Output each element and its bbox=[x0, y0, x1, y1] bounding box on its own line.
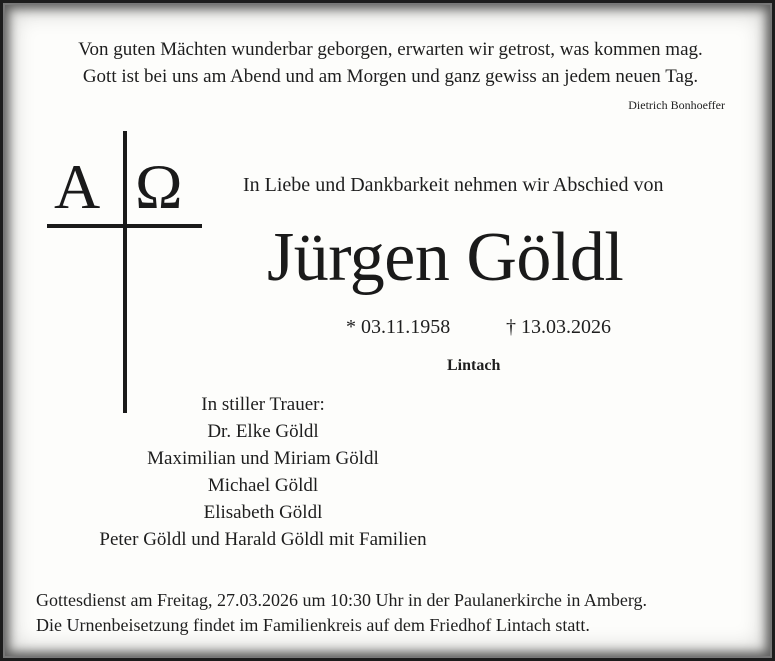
service-line-2: Die Urnenbeisetzung findet im Familienkreis auf dem Friedhof Lintach statt. bbox=[36, 615, 590, 635]
quote-line-1: Von guten Mächten wunderbar geborgen, erwarten wir getrost, was kommen mag. bbox=[78, 39, 703, 60]
mourners-list bbox=[63, 391, 463, 553]
mourner-item: Peter Göldl und Harald Göldl mit Familien bbox=[99, 529, 427, 550]
death-date: † 13.03.2026 bbox=[506, 316, 611, 338]
alpha-symbol: A bbox=[54, 151, 101, 222]
deceased-name: Jürgen Göldl bbox=[267, 219, 624, 296]
omega-symbol: Ω bbox=[135, 151, 183, 222]
mourner-item: Maximilian und Miriam Göldl bbox=[147, 448, 379, 469]
mourner-item: Michael Göldl bbox=[207, 475, 319, 496]
quote-line-2: Gott ist bei uns am Abend und am Morgen und ganz gewiss an jedem neuen Tag. bbox=[82, 66, 699, 87]
service-line-1: Gottesdienst am Freitag, 27.03.2026 um 10:30 Uhr in der Paulanerkirche in Amberg. bbox=[36, 590, 648, 610]
quote-author: Dietrich Bonhoeffer bbox=[628, 98, 725, 112]
cross-horizontal-beam bbox=[47, 224, 202, 228]
mourner-item: Elisabeth Göldl bbox=[203, 502, 323, 523]
mourners-heading: In stiller Trauer: bbox=[201, 394, 325, 415]
mourner-item: Dr. Elke Göldl bbox=[207, 421, 319, 442]
service-info bbox=[36, 588, 647, 638]
farewell-intro: In Liebe und Dankbarkeit nehmen wir Abschied von bbox=[243, 174, 664, 196]
place-name: Lintach bbox=[447, 357, 501, 374]
cross-vertical-beam bbox=[123, 131, 127, 413]
birth-date: * 03.11.1958 bbox=[346, 316, 451, 338]
